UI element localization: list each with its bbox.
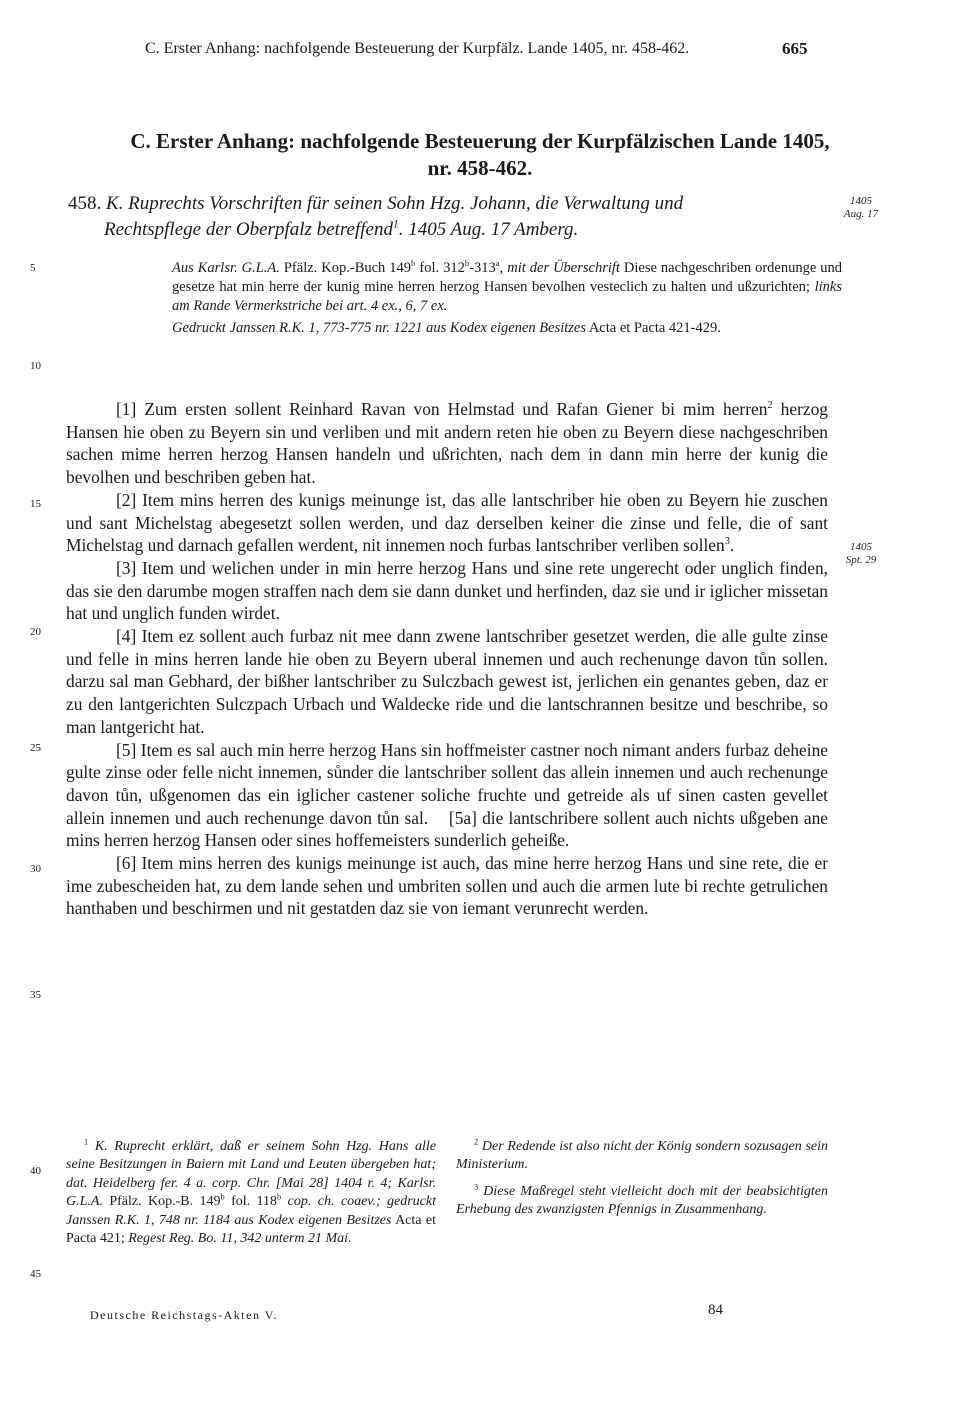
line-number-30: 30 <box>30 863 41 875</box>
paragraph-5a: [5a] die lantschribere sollent auch nichts ußgeben ane mins herren herzog Hansen oder sines hoffemeisters sunderlich geheiße. <box>66 807 829 851</box>
footnote-ref-2: 2 <box>767 400 773 412</box>
source-note <box>172 259 842 338</box>
margin-date-2 <box>836 541 886 567</box>
margin-day-1: Aug. 17 <box>843 208 879 220</box>
source-note-archive: Aus Karlsr. G.L.A. Pfälz. Kop.-Buch 149$^b$ fol. 312$^b$-313$^a$, mit der Überschrift Diese nachgeschriben ordenunge und gesetze hat min herre der kunig mine herren herzog Hansen bevolhen vesteclich zu halten und ußzurichten; links am Rande Vermerkstriche bei art. 4 ex., 6, 7 ex. <box>172 258 843 314</box>
line-number-10: 10 <box>30 360 41 372</box>
running-title: C. Erster Anhang: nachfolgende Besteuerung der Kurpfälz. Lande 1405, nr. 458-462. <box>145 40 690 57</box>
line-number-40: 40 <box>30 1165 41 1177</box>
footnote-2: $^2$ Der Redende ist also nicht der König sondern sozusagen sein Ministerium. <box>456 1137 828 1173</box>
margin-year-2: 1405 <box>850 541 872 553</box>
line-number-45: 45 <box>30 1268 41 1280</box>
footnote-3: $^3$ Diese Maßregel steht vielleicht doch mit der beabsichtigten Erhebung des zwanzigsten Pfennigs in Zusammenhang. <box>456 1182 828 1218</box>
line-number-35: 35 <box>30 989 41 1001</box>
document-date: . 1405 Aug. 17 Amberg. <box>398 219 579 240</box>
section-title-line1: C. Erster Anhang: nachfolgende Besteuerung der Kurpfälzischen Lande 1405, <box>130 129 830 153</box>
margin-day-2: Spt. 29 <box>845 554 877 566</box>
main-text <box>66 398 828 920</box>
sheet-signature: 84 <box>708 1302 723 1318</box>
paragraph-1: [1] Zum ersten sollent Reinhard Ravan von Helmstad und Rafan Giener bi mim herren$^2$ herzog Hansen hie oben zu Beyern sin und verliben und mit andern reten hie oben zu Beyern diese nachgeschriben sachen mime herren herzog Hansen handeln und ußrichten, nach dem in dann min herre der kunig die bevolhen und beschriben geben hat. <box>66 399 828 488</box>
footnote-ref-1: 1 <box>392 218 399 231</box>
paragraph-4: [4] Item ez sollent auch furbaz nit mee dann zwene lantschriber gesetzet werden, die alle gulte zinse und felle in mins herren lande hie oben zu Beyern uberal innemen und auch rechenunge davon tůn sollen. darzu sal man Gebhard, der bißher lantschriber zu Sulczbach gewest ist, jerlichen ein genantes geben, daz er zu den lantgerichten Sulczpach Urbach und Waldecke ride und die lantschrannen besitze und beschribe, so man lantgericht hat. <box>66 626 828 737</box>
section-title-line2: nr. 458-462. <box>427 156 533 180</box>
document-number: 458. <box>68 193 102 214</box>
paragraph-5: [5] Item es sal auch min herre herzog Hans sin hoffmeister castner noch nimant anders furbaz deheine gulte zinse oder felle nicht innemen, sůnder die lantschriber sollent das allein innemen und auch rechenunge davon tůn, ußgenomen das ein iglicher castener soliche fruchte und getreide als uf sinen casten gevellet allein innemen und auch rechenunge davon tůn sal. [5a] die lantschribere sollent auch nichts ußgeben ane mins herren herzog Hansen oder sines hoffemeisters sunderlich geheiße. <box>66 739 829 851</box>
document-heading-text1: K. Ruprechts Vorschriften für seinen Sohn Hzg. Johann, die Verwaltung und <box>106 193 684 214</box>
page-number: 665 <box>782 39 808 58</box>
paragraph-2: [2] Item mins herren des kunigs meinunge ist, das alle lantschriber hie oben zu Beyern hie zuschen und sant Michelstag abegesetzt sollen werden, und daz derselben keiner die zinse und felle, die of sant Michelstag und darnach gefallen werdent, nit innemen noch furbas lantschriber verliben sollen$^3$. <box>66 489 828 556</box>
line-number-15: 15 <box>30 498 41 510</box>
margin-date-1 <box>836 195 886 221</box>
section-title <box>60 128 900 182</box>
document-heading-line2 <box>104 219 578 241</box>
line-number-25: 25 <box>30 742 41 754</box>
document-heading-text2: Rechtspflege der Oberpfalz betreffend <box>104 219 393 240</box>
footnote-ref-3: 3 <box>724 536 730 548</box>
line-number-20: 20 <box>30 626 41 638</box>
source-note-print: Gedruckt Janssen R.K. 1, 773-775 nr. 1221 aus Kodex eigenen Besitzes Acta et Pacta 421-429. <box>172 320 721 336</box>
line-number-5: 5 <box>30 262 36 274</box>
paragraph-3: [3] Item und welichen under in min herre herzog Hans und sine rete ungerecht oder unglich finden, das sie den darumbe mogen straffen nach dem sie dann dunket und herfinden, daz sie und ir iglicher missetan hat und unglich funden wirdet. <box>66 557 828 624</box>
margin-year-1: 1405 <box>850 195 872 207</box>
publication-footer: Deutsche Reichstags-Akten V. <box>90 1308 278 1322</box>
footnote-1: $^1$ K. Ruprecht erklärt, daß er seinem Sohn Hzg. Hans alle seine Besitzungen in Baiern mit Land und Leuten übergeben hat; dat. Heidelberg fer. 4 a. corp. Chr. [Mai 28] 1404 r. 4; Karlsr. G.L.A. Pfälz. Kop.-B. 149$^b$ fol. 118$^b$ cop. ch. coaev.; gedruckt Janssen R.K. 1, 748 nr. 1184 aus Kodex eigenen Besitzes Acta et Pacta 421; Regest Reg. Bo. 11, 342 unterm 21 Mai. <box>66 1137 436 1247</box>
document-heading-line1 <box>68 193 683 215</box>
paragraph-6: [6] Item mins herren des kunigs meinunge ist auch, das mine herre herzog Hans und sine rete, die er ime zubescheiden hat, zu dem lande sehen und umbriten sollen und auch die armen lute bi rechte getrulichen hanthaben und beschirmen und nit gestatden daz sie von iemant verunrecht werden. <box>66 853 828 919</box>
